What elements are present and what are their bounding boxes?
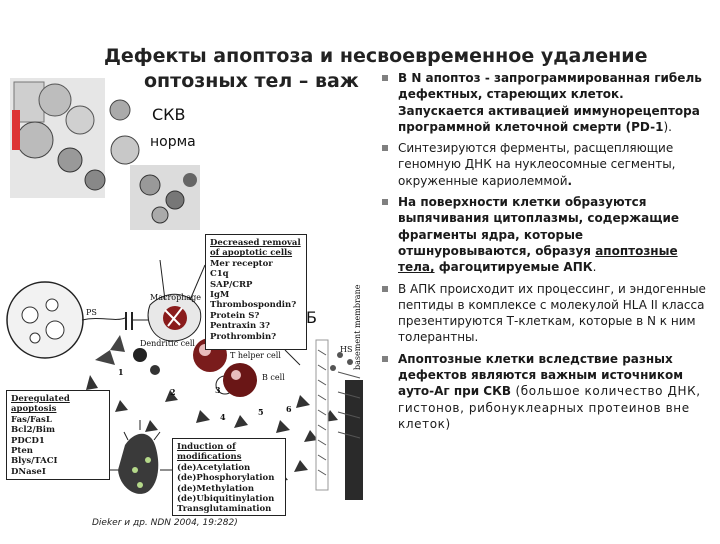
bullet-3-underlined: апоптозные тела,	[398, 243, 678, 275]
removal-item: Mer receptor	[210, 258, 273, 269]
mod-box-title: Induction of modifications	[177, 442, 242, 463]
step-3: 3	[215, 385, 221, 395]
dereg-item: Bcl2/Bim	[11, 425, 56, 436]
bullet-1-pd1: (PD-1	[625, 119, 664, 134]
removal-item: Pentraxin 3?	[210, 321, 270, 332]
step-6: 6	[286, 404, 292, 414]
micrograph-collage	[10, 78, 200, 230]
mod-item: (de)Ubiquitinylation	[177, 494, 275, 505]
removal-defects-box	[205, 234, 307, 350]
step-4: 4	[220, 412, 226, 422]
removal-item: SAP/CRP	[210, 279, 253, 290]
bullet-2-end: .	[567, 173, 573, 188]
b-cell-label: B cell	[262, 373, 285, 382]
dereg-box-title: Deregulated apoptosis	[11, 394, 70, 415]
bullet-2	[378, 140, 708, 189]
bullet-3-text-2: фагоцитируемые АПК	[434, 260, 593, 275]
step-5: 5	[258, 407, 264, 417]
dendritic-cell-label: Dendritic cell	[140, 339, 195, 348]
dereg-item: PDCD1	[11, 435, 45, 446]
mod-item: Transglutamination	[177, 504, 272, 515]
mod-item: (de)Methylation	[177, 483, 254, 494]
mod-item: (de)Phosphorylation	[177, 473, 275, 484]
bullet-4	[378, 281, 708, 346]
bullet-3-end: .	[592, 260, 597, 275]
title-line-2: оптозных тел – важ	[144, 70, 359, 92]
bullet-1-end: ).	[663, 119, 672, 134]
bullet-3	[378, 194, 708, 275]
bullet-5	[378, 351, 708, 432]
dereg-item: Blys/TACI	[11, 456, 58, 467]
bullet-5-rest: (большое количество ДНК, гистонов, рибонуклеарных протеинов вне клеток)	[398, 384, 701, 431]
step-1: 1	[118, 367, 124, 377]
mod-item: (de)Acetylation	[177, 462, 251, 473]
t-helper-label: T helper cell	[230, 351, 281, 360]
norm-label: норма	[150, 134, 196, 150]
bullet-1	[378, 70, 708, 135]
step-2: 2	[170, 387, 176, 397]
bullet-3-text: На поверхности клетки образуются выпячивания цитоплазмы, содержащие фрагменты ядра, которые отшнуровываются, образуя	[398, 195, 680, 258]
removal-item: Thrombospondin?	[210, 300, 297, 311]
deregulated-apoptosis-box	[6, 390, 110, 480]
title-line-1: Дефекты апоптоза и несвоевременное удаление	[104, 45, 648, 67]
ps-label: PS	[86, 308, 97, 317]
skv-label: СКВ	[152, 105, 186, 124]
bullet-5-bold: Апоптозные клетки вследствие разных дефектов являются важным источником ауто-Аг при СКВ	[398, 351, 684, 399]
bullet-4-text: В АПК происходит их процессинг, и эндогенные пептиды в комплексе с молекулой HLA II класса презентируются Т-клеткам, которые в N к ним толерантны.	[398, 281, 706, 345]
dereg-item: DNaseI	[11, 466, 46, 477]
removal-box-title: Decreased removal of apoptotic cells	[210, 238, 301, 259]
hs-label: HS	[340, 345, 353, 354]
figure-caption: Dieker и др. NDN 2004, 19:282)	[92, 518, 238, 528]
b-label: Б	[306, 308, 317, 327]
removal-item: Protein S?	[210, 310, 260, 321]
dereg-item: Pten	[11, 446, 33, 457]
bullet-list	[378, 70, 708, 437]
removal-item: Prothrombin?	[210, 331, 277, 342]
removal-item: IgM	[210, 290, 230, 301]
basement-membrane-label: basement membrane	[353, 284, 362, 370]
removal-item: C1q	[210, 269, 229, 280]
dereg-item: Fas/FasL	[11, 414, 52, 425]
bullet-1-text: В N апоптоз - запрограммированная гибель дефектных, стареющих клеток. Запускается активацией иммунорецептора программной клеточной смерти	[398, 71, 702, 134]
bullet-2-text: Синтезируются ферменты, расщепляющие геномную ДНК на нуклеосомные сегменты, окруженные кариолеммой	[398, 141, 676, 188]
modifications-box	[172, 438, 286, 516]
macrophage-label: Macrophage	[150, 293, 201, 302]
